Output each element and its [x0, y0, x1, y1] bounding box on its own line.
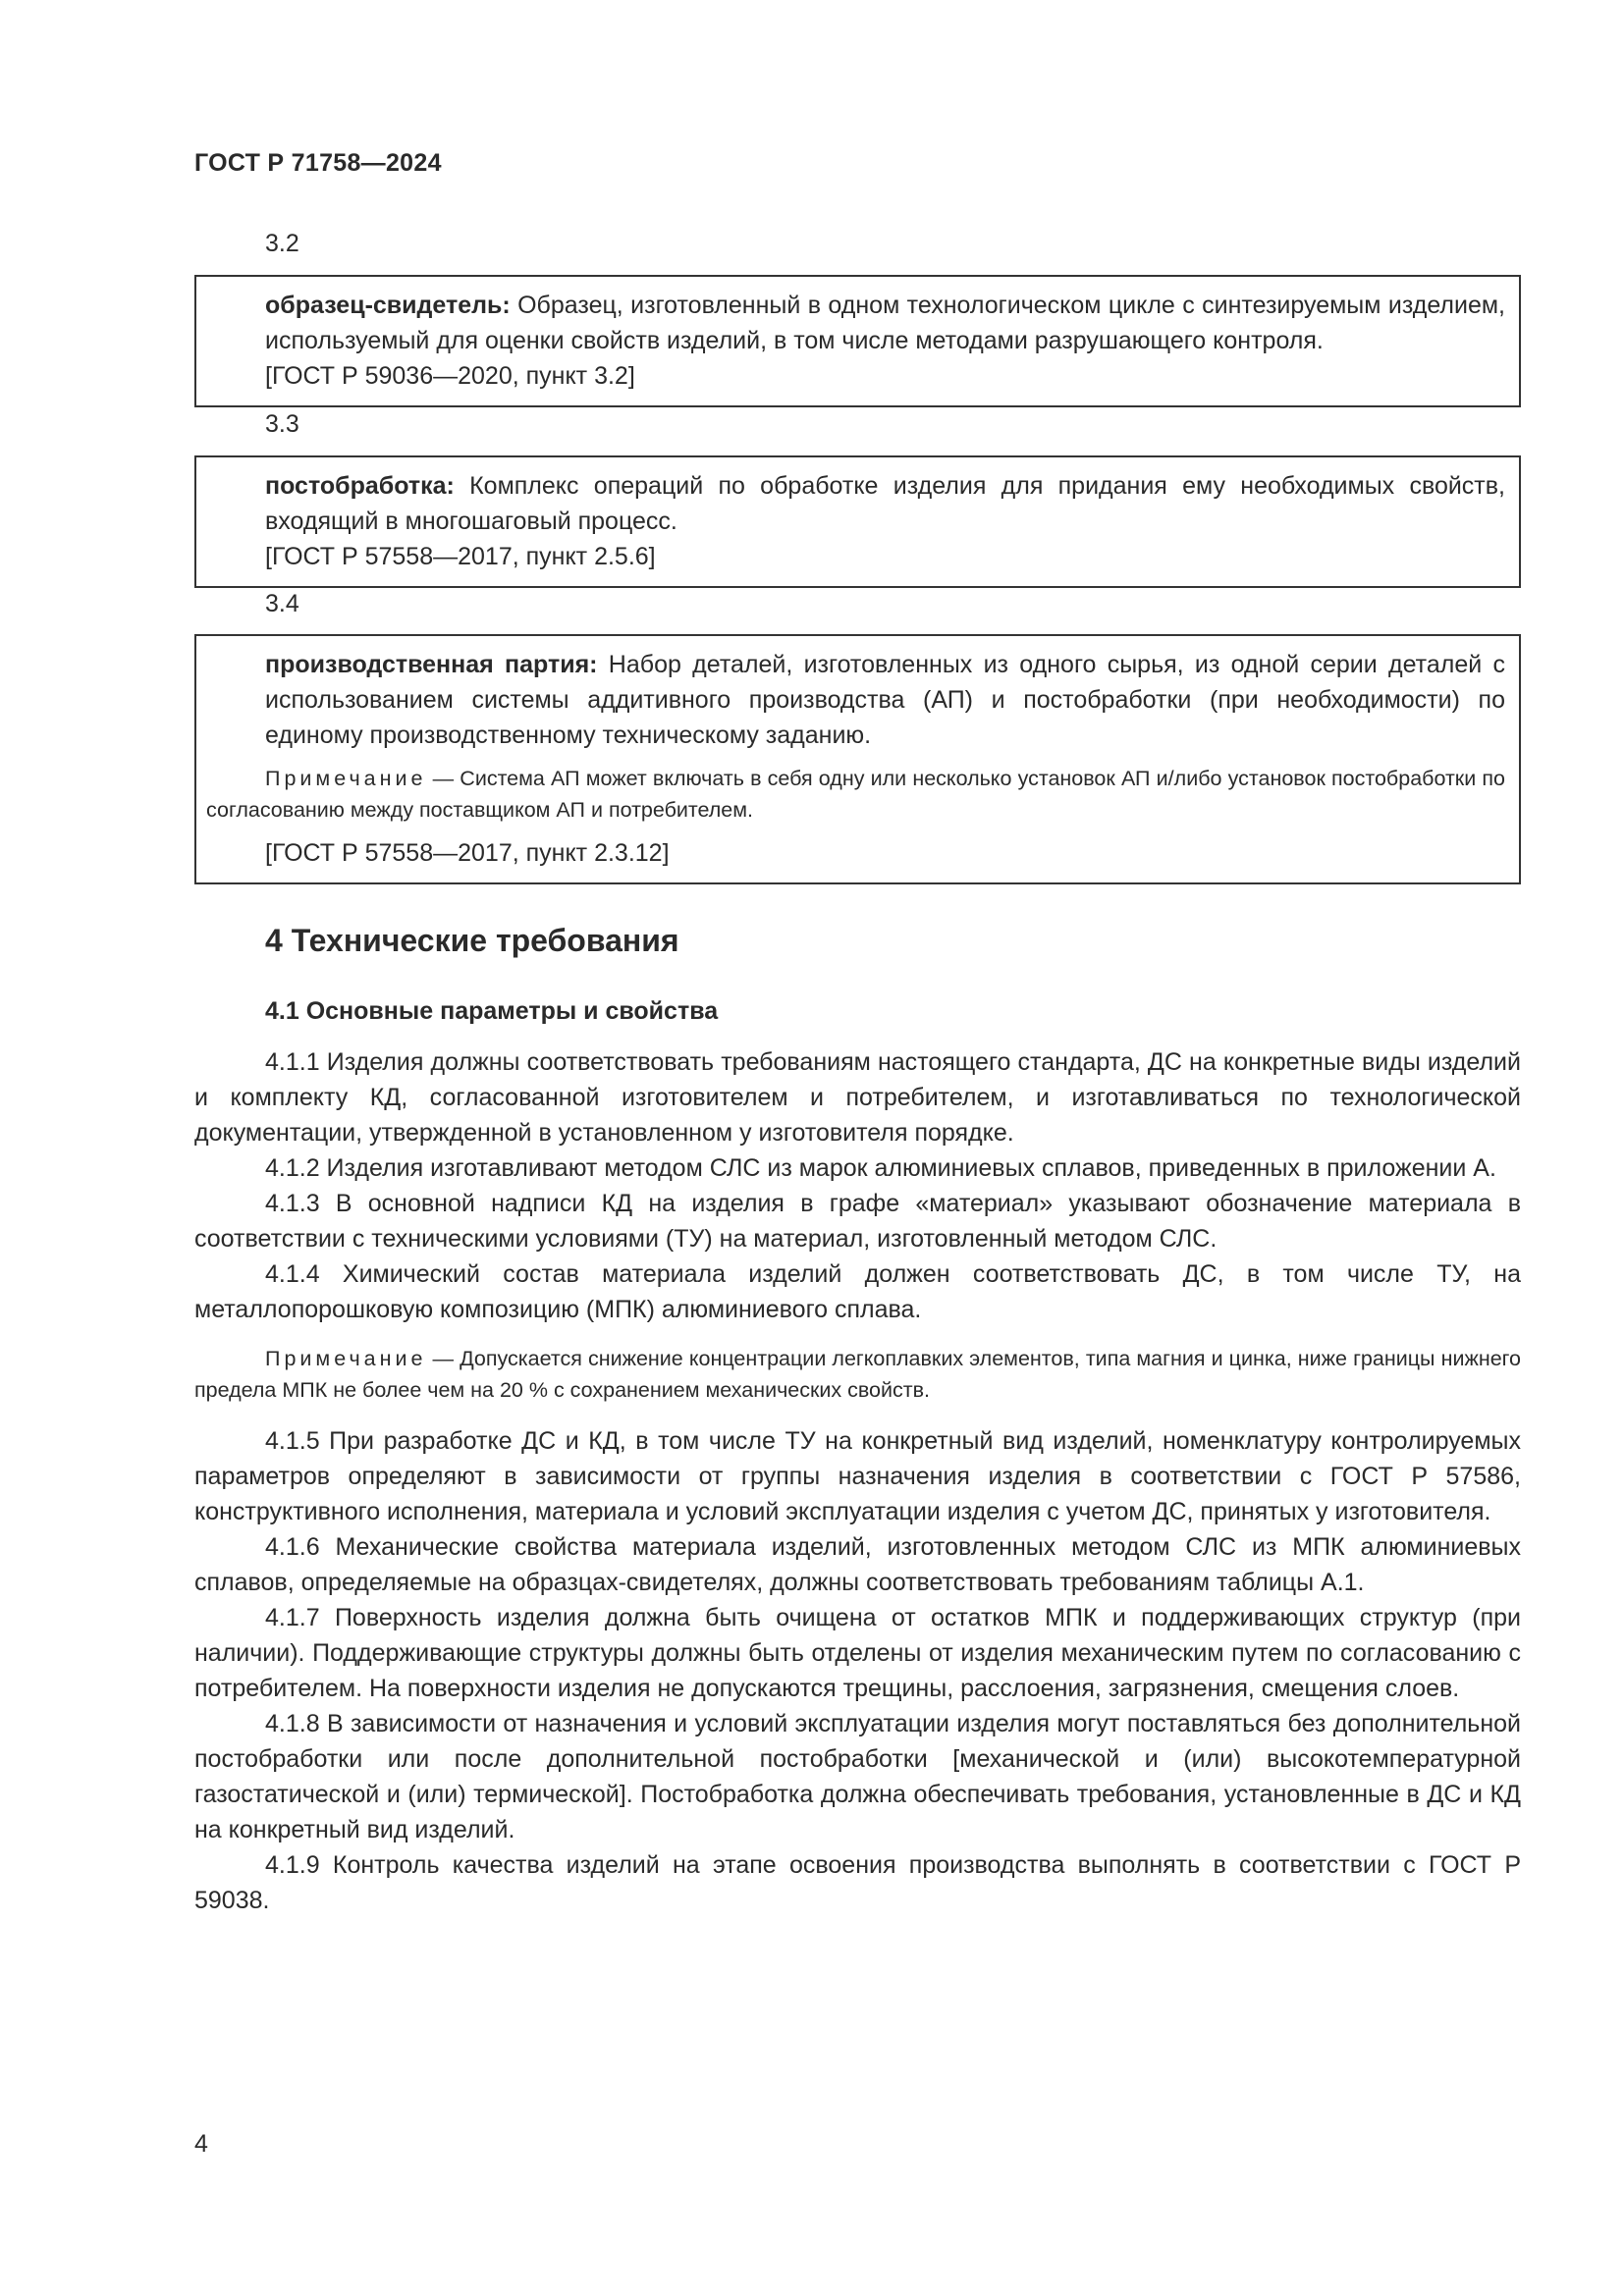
paragraph-4-1-2: 4.1.2 Изделия изготавливают методом СЛС из марок алюминиевых сплавов, приведенных в приложении А.	[265, 1154, 1496, 1182]
term-name: образец-свидетель:	[265, 292, 511, 319]
term-source: [ГОСТ Р 59036—2020, пункт 3.2]	[265, 362, 635, 390]
term-number: 3.2	[265, 230, 299, 257]
term-source: [ГОСТ Р 57558—2017, пункт 2.5.6]	[265, 543, 656, 570]
paragraph-4-1-7: 4.1.7 Поверхность изделия должна быть очищена от остатков МПК и поддерживающих структур (при наличии). Поддерживающие структуры должны быть отделены от изделия механическим путем по согласованию с потребителем. На поверхности изделия не допускаются трещины, расслоения, загрязнения, смещения слоев.	[194, 1604, 1521, 1702]
term-name: производственная партия:	[265, 651, 598, 678]
paragraph-4-1-3: 4.1.3 В основной надписи КД на изделия в графе «материал» указывают обозначение материала в соответствии с техническими условиями (ТУ) на материал, изготовленный методом СЛС.	[194, 1190, 1521, 1253]
paragraph-4-1-8: 4.1.8 В зависимости от назначения и условий эксплуатации изделия могут поставляться без дополнительной постобработки или после дополнительной постобработки [механической и (или) высокотемпературной газостатической и (или) термической]. Постобработка должна обеспечивать требования, установленные в ДС и КД на конкретный вид изделий.	[194, 1710, 1521, 1843]
note-text: — Допускается снижение концентрации легкоплавких элементов, типа магния и цинка, ниже границы нижнего предела МПК не более чем на 20 % с сохранением механических свойств.	[194, 1347, 1521, 1402]
term-definition-box	[194, 634, 1521, 884]
term-definition-box	[194, 455, 1521, 588]
paragraph-4-1-4: 4.1.4 Химический состав материала изделий должен соответствовать ДС, в том числе ТУ, на металлопорошковую композицию (МПК) алюминиевого сплава.	[194, 1260, 1521, 1323]
paragraph-4-1-1: 4.1.1 Изделия должны соответствовать требованиям настоящего стандарта, ДС на конкретные виды изделий и комплекту КД, согласованной изготовителем и потребителем, и изготавливаться по технологической документации, утвержденной в установленном у изготовителя порядке.	[194, 1048, 1521, 1147]
note-label: Примечание	[265, 1347, 427, 1370]
paragraph-note	[194, 1343, 1521, 1406]
note-label: Примечание	[265, 767, 427, 790]
term-note	[206, 763, 1505, 826]
paragraph-4-1-5: 4.1.5 При разработке ДС и КД, в том числе ТУ на конкретный вид изделий, номенклатуру контролируемых параметров определяют в зависимости от группы назначения изделия в соответствии с ГОСТ Р 57586, конструктивного исполнения, материала и условий эксплуатации изделия с учетом ДС, принятых у изготовителя.	[194, 1427, 1521, 1525]
term-definition: Образец, изготовленный в одном технологическом цикле с синтезируемым изделием, используемый для оценки свойств изделий, в том числе методами разрушающего контроля.	[265, 292, 1505, 354]
term-number: 3.3	[265, 410, 299, 438]
subsection-title: 4.1 Основные параметры и свойства	[265, 997, 719, 1025]
term-name: постобработка:	[265, 472, 455, 500]
term-definition: Комплекс операций по обработке изделия для придания ему необходимых свойств, входящий в многошаговый процесс.	[265, 472, 1505, 535]
term-definition: Набор деталей, изготовленных из одного сырья, из одной серии деталей с использованием системы аддитивного производства (АП) и постобработки (при необходимости) по единому производственному техническому заданию.	[265, 651, 1506, 749]
section-title: 4 Технические требования	[265, 923, 679, 958]
section-body	[194, 1044, 1521, 1918]
paragraph-4-1-9: 4.1.9 Контроль качества изделий на этапе освоения производства выполнять в соответствии с ГОСТ Р 59038.	[194, 1851, 1521, 1914]
term-source: [ГОСТ Р 57558—2017, пункт 2.3.12]	[265, 839, 670, 867]
term-definition-box	[194, 275, 1521, 407]
paragraph-4-1-6: 4.1.6 Механические свойства материала изделий, изготовленных методом СЛС из МПК алюминиевых сплавов, определяемые на образцах-свидетелях, должны соответствовать требованиям таблицы А.1.	[194, 1533, 1521, 1596]
term-number: 3.4	[265, 590, 299, 617]
note-text: — Система АП может включать в себя одну или несколько установок АП и/либо установок постобработки по согласованию между поставщиком АП и потребителем.	[206, 767, 1505, 822]
page-number: 4	[194, 2130, 208, 2158]
document-code-header: ГОСТ Р 71758—2024	[194, 149, 442, 177]
